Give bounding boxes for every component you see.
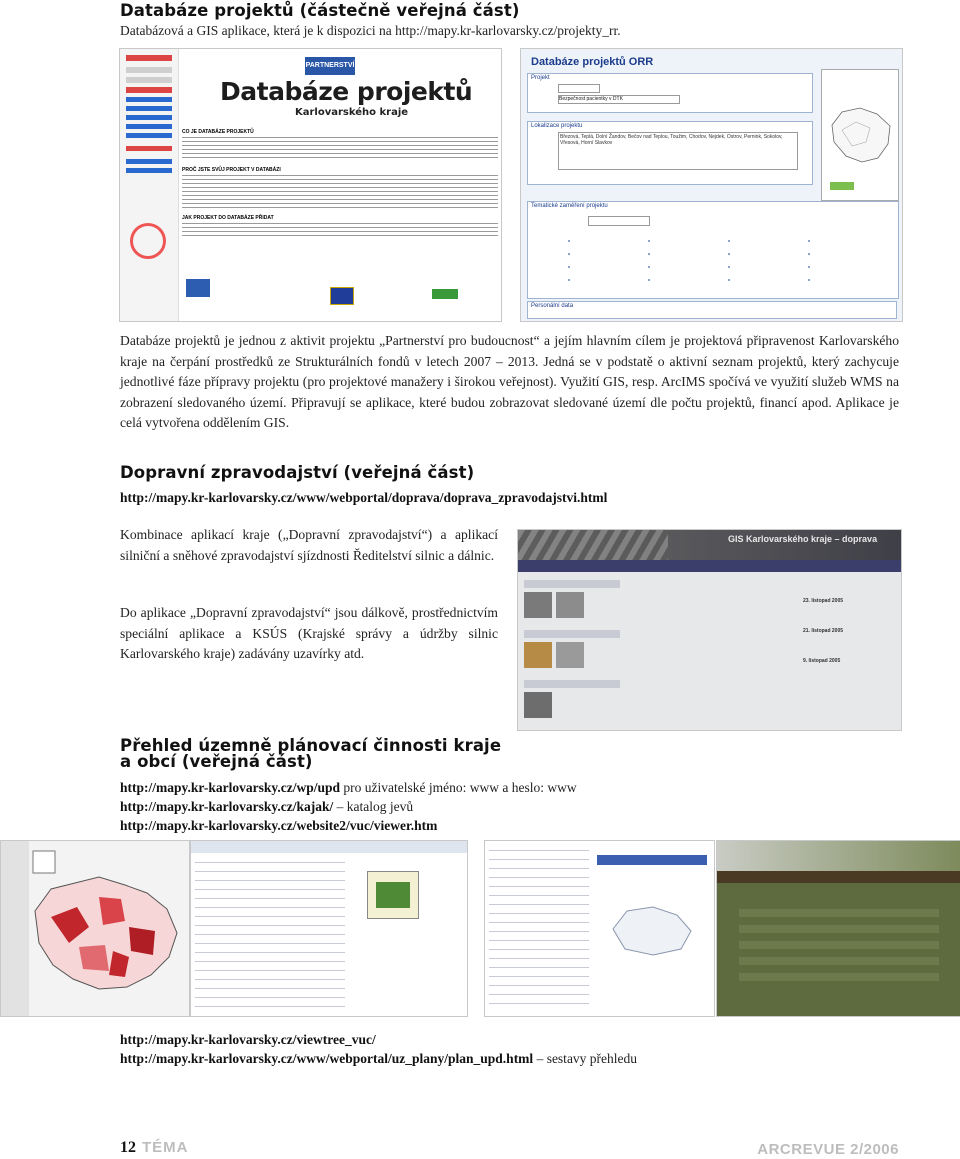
portal-sidebar bbox=[120, 49, 179, 321]
screenshot-tree-viewer bbox=[190, 840, 468, 1017]
orr-panel-personalni: Personální data bbox=[527, 301, 897, 319]
tree-map-thumb bbox=[367, 871, 419, 919]
link-line-upd: http://mapy.kr-karlovarsky.cz/wp/upd pro uživatelské jméno: www a heslo: www bbox=[120, 780, 577, 795]
section-title-doprava: Dopravní zpravodajství (veřejná část) bbox=[120, 463, 475, 482]
screenshot-viewtree bbox=[484, 840, 715, 1017]
screenshot-plan-upd bbox=[716, 840, 960, 1017]
doprava-menu bbox=[518, 560, 901, 572]
link-line-kajak: http://mapy.kr-karlovarsky.cz/kajak/ – katalog jevů bbox=[120, 799, 414, 814]
eu-flag-icon bbox=[186, 279, 210, 297]
link-viewer[interactable]: http://mapy.kr-karlovarsky.cz/website2/vuc/viewer.htm bbox=[120, 818, 438, 833]
page-number: 12 bbox=[120, 1139, 136, 1156]
orr-region-map bbox=[821, 69, 899, 201]
portal-heading: Databáze projektů bbox=[220, 77, 473, 106]
orr-panel-tematicke: Tematické zaměření projektu bbox=[527, 201, 899, 299]
vog-logo-icon bbox=[130, 223, 166, 259]
portal-subheading: Karlovarského kraje bbox=[295, 107, 409, 118]
link-line-viewtree bbox=[120, 1030, 376, 1050]
link-doprava[interactable]: http://mapy.kr-karlovarsky.cz/www/webportal/doprava/doprava_zpravodajstvi.html bbox=[120, 490, 608, 505]
doprava-banner: GIS Karlovarského kraje – doprava bbox=[518, 530, 901, 560]
link-line-viewer bbox=[120, 816, 437, 836]
paragraph-doprava-1: Kombinace aplikací kraje („Dopravní zpravodajství“) a aplikací silniční a sněhové zpravodajství sjízdnosti Ředitelství silnic a dálnic. bbox=[120, 527, 498, 563]
link-upd[interactable]: http://mapy.kr-karlovarsky.cz/wp/upd bbox=[120, 780, 341, 795]
section-intro-databaze: Databázová a GIS aplikace, která je k dispozici na http://mapy.kr-karlovarsky.cz/projekty_rr. bbox=[120, 23, 621, 38]
doprava-thumb-5 bbox=[524, 692, 552, 718]
screenshot-databaze-portal bbox=[119, 48, 502, 322]
doprava-news: 23. listopad 2005 21. listopad 2005 9. listopad 2005 bbox=[803, 598, 844, 664]
paragraph-databaze: Databáze projektů je jednou z aktivit projektu „Partnerství pro budoucnost“ a jejím hlavním cílem je projektová připravenost Karlovarského kraje na čerpání prostředků ze Strukturálních fondů v letech 2007 – 2013. Jedná se v podstatě o aktivní seznam projektů, který zachycuje jednotlivé fáze přípravy projektu (pro projektové manažery i širokou veřejnost). Využití GIS, resp. ArcIMS spočívá ve využití služeb WMS na zobrazení sledovaného území. Připravují se aplikace, které budou zobrazovat sledované území dle počtu projektů, financí apod. Aplikace je celá vytvořena oddělením GIS. bbox=[120, 333, 899, 430]
orr-title: Databáze projektů ORR bbox=[531, 56, 654, 68]
partner-logo-icon bbox=[432, 289, 458, 299]
tree-panel bbox=[195, 857, 345, 1012]
viewtree-panel bbox=[489, 845, 589, 1011]
footer-page-info bbox=[120, 1139, 189, 1157]
section-title-uzemni: Přehled územně plánovací činnosti kraje bbox=[120, 736, 502, 755]
section-title-uzemni-line2: a obcí (veřejná část) bbox=[120, 752, 313, 771]
screenshot-databaze-orr bbox=[520, 48, 903, 322]
link-kajak[interactable]: http://mapy.kr-karlovarsky.cz/kajak/ bbox=[120, 799, 334, 814]
doprava-thumb-2 bbox=[556, 592, 584, 618]
link-line-plan-upd: http://mapy.kr-karlovarsky.cz/www/webportal/uz_plany/plan_upd.html – sestavy přehledu bbox=[120, 1051, 638, 1066]
eu-stars-icon bbox=[330, 287, 354, 305]
portal-text-blocks: CO JE DATABÁZE PROJEKTŮ PROČ JSTE SVŮJ PROJEKT V DATABÁZI JAK PROJEKT DO DATABÁZE PŘIDAT bbox=[182, 129, 498, 239]
paragraph-doprava-2: Do aplikace „Dopravní zpravodajství“ jsou dálkově, prostřednictvím speciální aplikace a KSÚS (Krajské správy a údržby silnic Karlovarského kraje) zadávány uzavírky atd. bbox=[120, 605, 498, 661]
link-viewtree[interactable]: http://mapy.kr-karlovarsky.cz/viewtree_vuc/ bbox=[120, 1032, 376, 1047]
orr-panel-projekt: Projekt Bezpečnost pacientky v DTK bbox=[527, 73, 813, 113]
doprava-thumb-3 bbox=[524, 642, 552, 668]
screenshot-doprava bbox=[517, 529, 902, 731]
footer-journal: ARCREVUE 2/2006 bbox=[757, 1141, 899, 1158]
partnerstvi-logo: PARTNERSTVÍ bbox=[305, 57, 355, 75]
doprava-thumb-1 bbox=[524, 592, 552, 618]
screenshot-map-red bbox=[0, 840, 190, 1017]
doprava-thumb-4 bbox=[556, 642, 584, 668]
footer-section: TÉMA bbox=[142, 1139, 189, 1156]
section-title-databaze: Databáze projektů (částečně veřejná část) bbox=[120, 1, 520, 20]
link-plan-upd[interactable]: http://mapy.kr-karlovarsky.cz/www/webportal/uz_plany/plan_upd.html bbox=[120, 1051, 534, 1066]
orr-panel-lokalizace: Lokalizace projektu Březová, Teplá, Dolní Žandov, Bečov nad Teplou, Toužim, Chodov, Nejdek, Ostrov, Pernink, Sokolov, Vřesová, Horní Slavkov bbox=[527, 121, 813, 185]
